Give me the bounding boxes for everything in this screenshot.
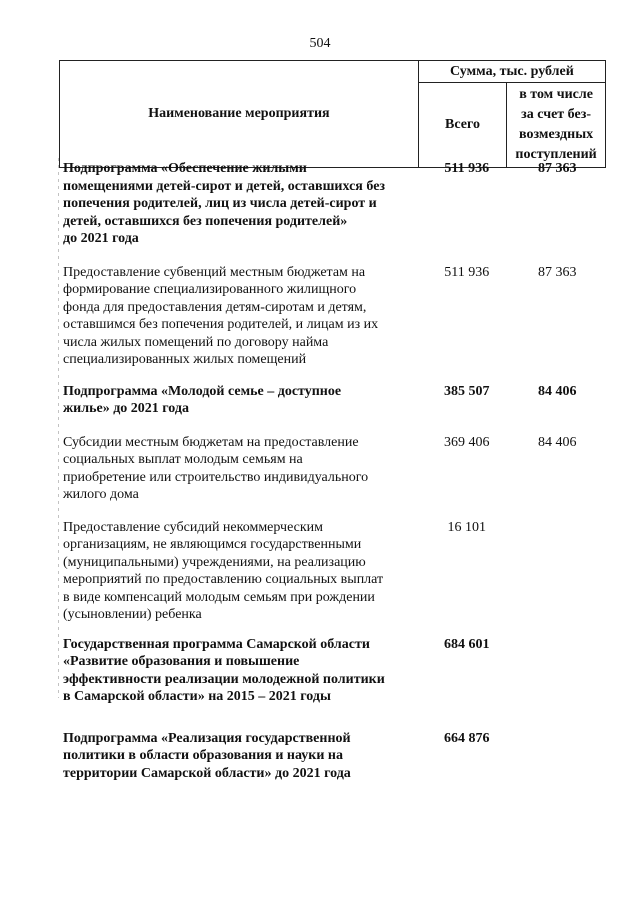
table-row [63, 383, 603, 418]
row-name [63, 264, 416, 369]
row-name-line: формирование специализированного жилищного [63, 282, 357, 297]
row-name [63, 160, 416, 248]
row-name [63, 636, 416, 706]
margin-rule [58, 158, 59, 698]
row-name [63, 434, 416, 504]
row-name-line: социальных выплат молодым семьям на [63, 452, 303, 467]
row-name-line: Предоставление субсидий некоммерческим [63, 519, 324, 535]
row-total: 385 507 [444, 383, 490, 399]
table-row [63, 434, 603, 504]
row-free: 87 363 [538, 161, 577, 176]
table-row [63, 730, 603, 783]
header-free-line: поступлений [515, 147, 597, 162]
page-number: 504 [309, 36, 331, 51]
row-name-line: в виде компенсаций молодым семьям при рождении [63, 589, 375, 605]
row-name-line: Предоставление субвенций местным бюджетам на [63, 264, 366, 280]
row-total: 684 601 [444, 636, 490, 652]
row-free [512, 519, 603, 624]
row-total: 664 876 [444, 730, 490, 746]
row-name-line: детей, оставшихся без попечения родителей» [63, 213, 348, 229]
row-name-line: оставшимся без попечения родителей, и лицам из их [63, 317, 379, 332]
row-name-line: территории Самарской области» до 2021 года [63, 765, 351, 781]
row-name-line: организациям, не являющимся государственными [63, 537, 362, 552]
row-name-line: Подпрограмма «Молодой семье – доступное [63, 383, 342, 399]
header-free-line: возмездных [519, 127, 594, 142]
header-total-cell: Всего [418, 83, 506, 168]
row-name-line: Субсидии местным бюджетам на предоставление [63, 434, 359, 450]
header-name-cell: Наименование мероприятия [60, 61, 419, 168]
row-name-line: до 2021 года [63, 231, 139, 246]
row-free: 87 363 [538, 264, 577, 280]
header-free-line: в том числе [519, 87, 593, 102]
row-name-line: (муниципальными) учреждениями, на реализацию [63, 554, 366, 570]
row-total: 511 936 [444, 264, 490, 280]
row-name-line: специализированных жилых помещений [63, 352, 307, 367]
row-name-line: эффективности реализации молодежной политики [63, 671, 385, 687]
table-body [63, 160, 603, 782]
row-name-line: (усыновлении) ребенка [63, 607, 202, 622]
table-row [63, 160, 603, 248]
table-header [59, 60, 606, 168]
row-name-line: помещениями детей-сирот и детей, оставшихся без [63, 178, 386, 194]
row-name-line: Государственная программа Самарской области [63, 636, 370, 652]
row-name [63, 730, 416, 783]
row-name-line: жилого дома [63, 487, 139, 502]
row-name-line: Подпрограмма «Реализация государственной [63, 730, 351, 746]
row-free: 84 406 [538, 434, 577, 450]
row-name-line: попечения родителей, лиц из числа детей-сирот и [63, 196, 377, 211]
row-total: 511 936 [444, 161, 490, 176]
header-free-line: за счет без- [521, 107, 592, 122]
row-name [63, 519, 416, 624]
row-name-line: приобретение или строительство индивидуального [63, 469, 369, 485]
row-name [63, 383, 416, 418]
header-sum-cell: Сумма, тыс. рублей [418, 61, 605, 83]
row-free: 84 406 [538, 383, 577, 399]
row-name-line: «Развитие образования и повышение [63, 654, 300, 669]
row-name-line: жилье» до 2021 года [63, 401, 189, 416]
row-name-line: мероприятий по предоставлению социальных выплат [63, 572, 384, 587]
row-name-line: политики в области образования и науки на [63, 748, 343, 763]
row-free [512, 730, 603, 783]
row-name-line: фонда для предоставления детям-сиротам и детям, [63, 299, 367, 315]
row-name-line: в Самарской области» на 2015 – 2021 годы [63, 689, 331, 704]
row-name-line: числа жилых помещений по договору найма [63, 334, 329, 350]
row-name-line: Подпрограмма «Обеспечение жилыми [63, 161, 307, 176]
table-row [63, 636, 603, 706]
row-free [512, 636, 603, 706]
table-row [63, 264, 603, 369]
table-row [63, 519, 603, 624]
header-free-cell [507, 83, 606, 168]
row-total: 16 101 [447, 519, 487, 535]
row-total: 369 406 [444, 434, 490, 450]
